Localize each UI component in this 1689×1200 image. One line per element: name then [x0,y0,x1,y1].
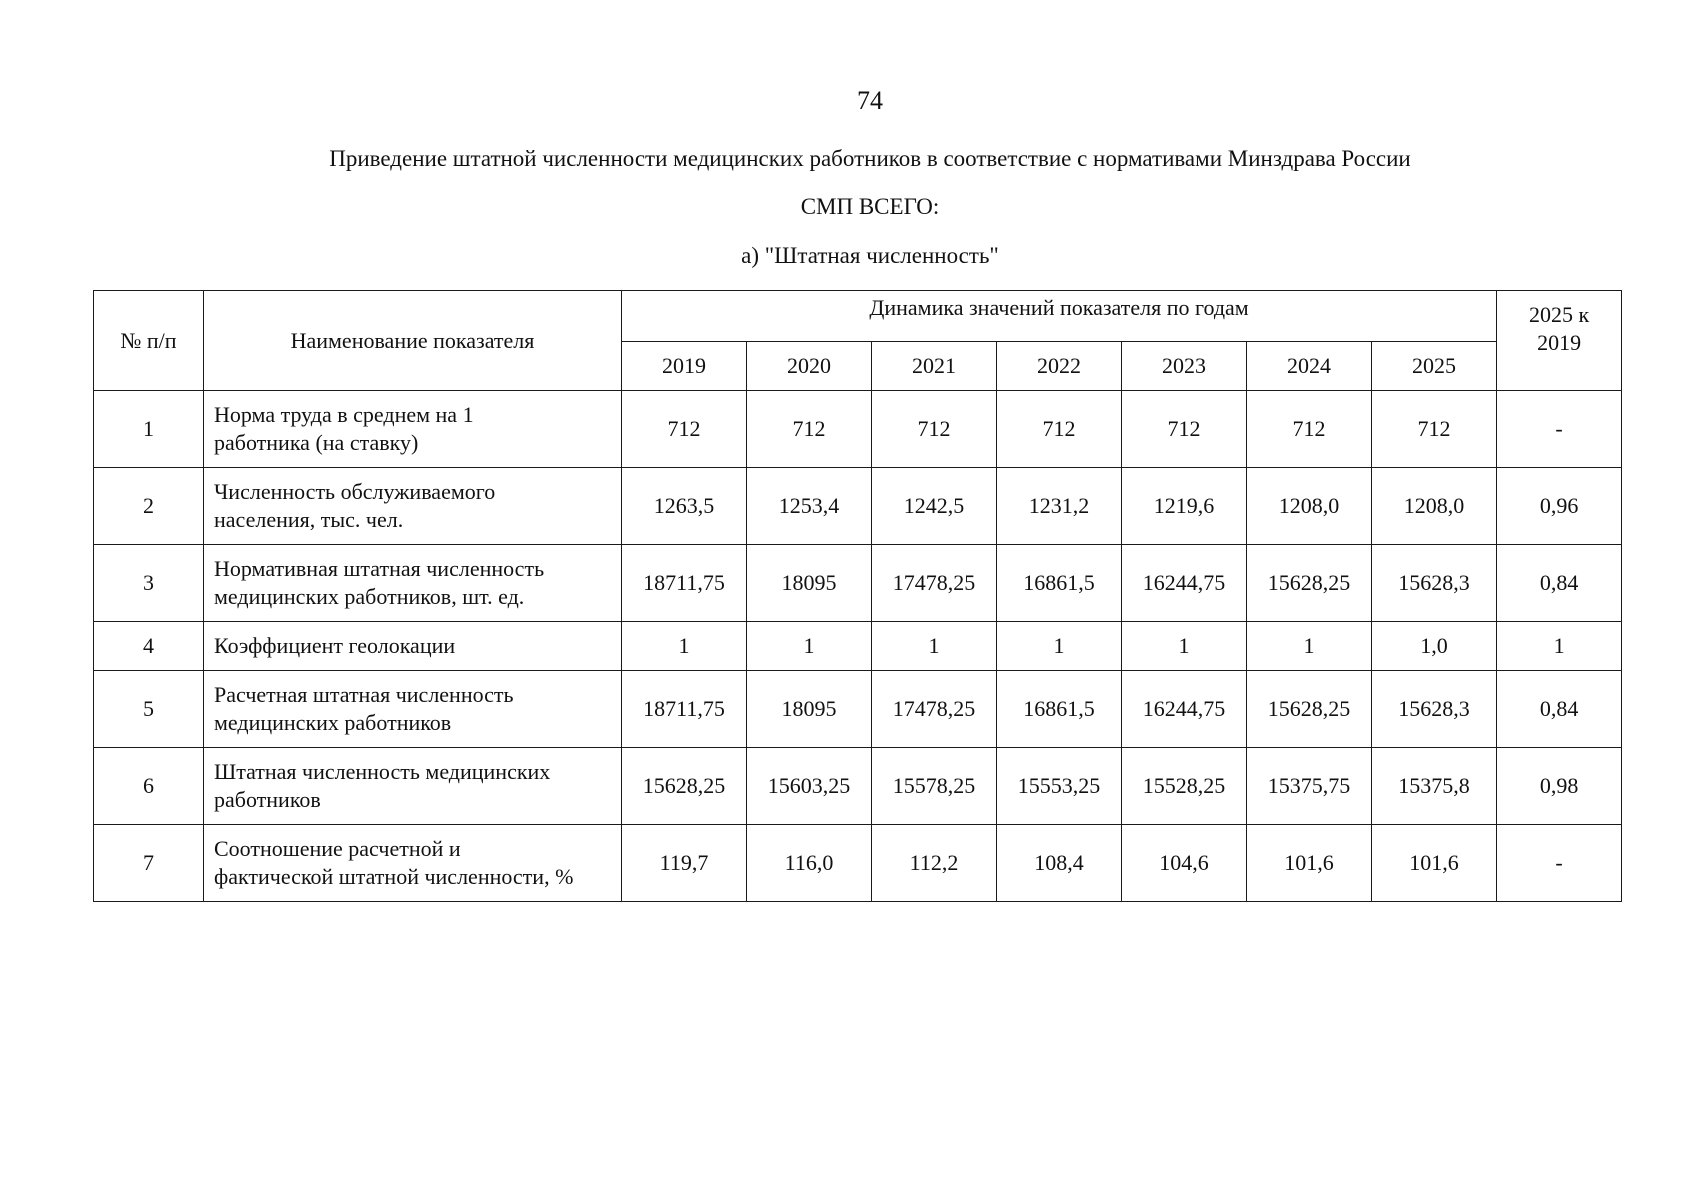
value-cell: 15528,25 [1122,748,1247,825]
row-name [204,825,622,902]
row-number: 2 [94,468,204,545]
value-cell: 16244,75 [1122,671,1247,748]
value-cell: 15628,25 [1247,671,1372,748]
value-cell: 1208,0 [1247,468,1372,545]
row-name-line: Коэффициент геолокации [214,633,456,658]
value-cell: 1219,6 [1122,468,1247,545]
value-cell: 17478,25 [872,545,997,622]
row-name-line: Норма труда в среднем на 1 [214,402,474,427]
value-cell: 1 [622,622,747,671]
header-ratio-line1: 2025 к [1528,302,1590,327]
header-year: 2019 [622,342,747,391]
row-name [204,391,622,468]
header-name: Наименование показателя [204,291,622,391]
value-cell: 112,2 [872,825,997,902]
table-row [94,748,1622,825]
value-cell: 18095 [747,671,872,748]
row-number: 6 [94,748,204,825]
ratio-cell: - [1497,391,1622,468]
table-row [94,622,1622,671]
value-cell: 1 [1247,622,1372,671]
row-name-line: Нормативная штатная численность [214,556,545,581]
ratio-cell: 0,96 [1497,468,1622,545]
value-cell: 15553,25 [997,748,1122,825]
value-cell: 1 [747,622,872,671]
value-cell: 101,6 [1247,825,1372,902]
ratio-cell: 0,84 [1497,671,1622,748]
row-name-line: медицинских работников, шт. ед. [214,584,525,609]
header-year: 2023 [1122,342,1247,391]
table-row [94,825,1622,902]
table-caption: а) "Штатная численность" [741,243,999,268]
row-name-line: медицинских работников [214,710,452,735]
value-cell: 104,6 [1122,825,1247,902]
row-name-line: работников [214,787,321,812]
ratio-cell: 1 [1497,622,1622,671]
value-cell: 108,4 [997,825,1122,902]
value-cell: 17478,25 [872,671,997,748]
ratio-cell: 0,84 [1497,545,1622,622]
row-name-line: Расчетная штатная численность [214,682,514,707]
value-cell: 1253,4 [747,468,872,545]
value-cell: 16861,5 [997,545,1122,622]
value-cell: 18711,75 [622,545,747,622]
header-year: 2021 [872,342,997,391]
value-cell: 712 [747,391,872,468]
value-cell: 16244,75 [1122,545,1247,622]
row-name [204,622,622,671]
value-cell: 101,6 [1372,825,1497,902]
document-subtitle: СМП ВСЕГО: [800,194,940,219]
value-cell: 712 [1372,391,1497,468]
page-number: 74 [857,86,883,115]
document-title: Приведение штатной численности медицинских работников в соответствие с нормативами Минздрава России [329,146,1411,171]
value-cell: 18095 [747,545,872,622]
value-cell: 712 [1247,391,1372,468]
row-number: 7 [94,825,204,902]
row-name-line: Соотношение расчетной и [214,836,461,861]
value-cell: 1263,5 [622,468,747,545]
header-ratio [1497,291,1622,391]
row-name [204,748,622,825]
row-number: 4 [94,622,204,671]
value-cell: 15578,25 [872,748,997,825]
value-cell: 712 [622,391,747,468]
row-name-line: населения, тыс. чел. [214,507,404,532]
row-number: 5 [94,671,204,748]
header-year: 2025 [1372,342,1497,391]
table-row [94,468,1622,545]
row-name [204,671,622,748]
value-cell: 15628,25 [1247,545,1372,622]
value-cell: 15628,3 [1372,545,1497,622]
table-row [94,545,1622,622]
row-number: 1 [94,391,204,468]
table-row [94,671,1622,748]
value-cell: 712 [997,391,1122,468]
value-cell: 1,0 [1372,622,1497,671]
row-name [204,545,622,622]
value-cell: 16861,5 [997,671,1122,748]
header-year: 2022 [997,342,1122,391]
row-name [204,468,622,545]
ratio-cell: - [1497,825,1622,902]
value-cell: 1 [997,622,1122,671]
staffing-table [93,290,1622,902]
value-cell: 1242,5 [872,468,997,545]
ratio-cell: 0,98 [1497,748,1622,825]
value-cell: 116,0 [747,825,872,902]
value-cell: 712 [1122,391,1247,468]
table-row [94,391,1622,468]
header-ratio-line2: 2019 [1537,330,1582,355]
value-cell: 1208,0 [1372,468,1497,545]
row-name-line: Штатная численность медицинских [214,759,551,784]
value-cell: 15628,3 [1372,671,1497,748]
row-name-line: Численность обслуживаемого [214,479,496,504]
row-name-line: работника (на ставку) [214,430,419,455]
value-cell: 1231,2 [997,468,1122,545]
value-cell: 15603,25 [747,748,872,825]
header-num: № п/п [94,291,204,391]
row-name-line: фактической штатной численности, % [214,864,574,889]
value-cell: 15375,75 [1247,748,1372,825]
header-year: 2024 [1247,342,1372,391]
header-year: 2020 [747,342,872,391]
value-cell: 15628,25 [622,748,747,825]
value-cell: 1 [872,622,997,671]
table-header-row [94,291,1622,342]
value-cell: 1 [1122,622,1247,671]
row-number: 3 [94,545,204,622]
value-cell: 712 [872,391,997,468]
value-cell: 119,7 [622,825,747,902]
value-cell: 15375,8 [1372,748,1497,825]
value-cell: 18711,75 [622,671,747,748]
header-dynamics: Динамика значений показателя по годам [622,291,1497,342]
